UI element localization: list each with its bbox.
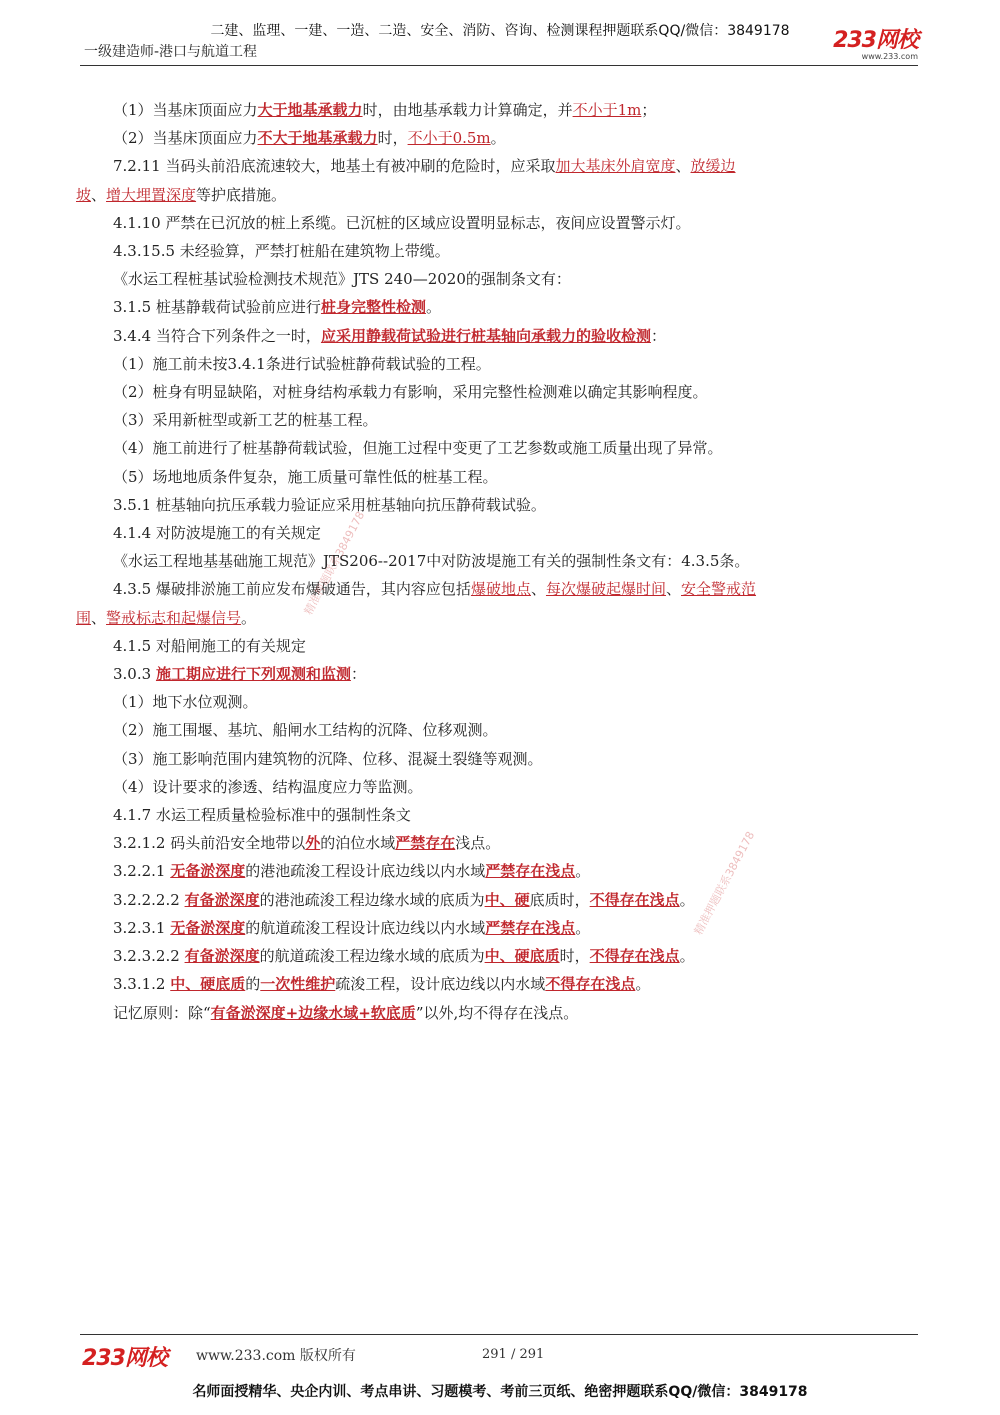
- text-segment: 3.3.1.2: [113, 975, 171, 994]
- text-segment: 的: [245, 975, 261, 994]
- text-segment: 等护底措施。: [196, 185, 287, 204]
- text-segment: 7.2.11 当码头前沿底流速较大，地基土有被冲刷的危险时，应采取: [113, 157, 556, 176]
- key-phrase: 不得存在浅点: [589, 890, 680, 909]
- text-segment: ；: [641, 101, 657, 119]
- text-segment: 。: [575, 918, 591, 937]
- text-line: [76, 519, 922, 547]
- header-logo[interactable]: [833, 30, 918, 61]
- text-line: [76, 181, 922, 209]
- text-segment: 3.5.1 桩基轴向抗压承载力验证应采用桩基轴向抗压静荷载试验。: [113, 495, 546, 514]
- text-segment: 3.1.5 桩基静载荷试验前应进行: [113, 298, 321, 317]
- logo-url: www.233.com: [861, 52, 918, 61]
- text-line: [76, 96, 922, 124]
- text-line: [76, 773, 922, 801]
- key-phrase: 中、硬底质: [170, 975, 246, 994]
- text-line: [76, 604, 922, 632]
- text-segment: （5）场地地质条件复杂，施工质量可靠性低的桩基工程。: [113, 467, 498, 486]
- text-segment: ：: [350, 665, 366, 684]
- text-line: [76, 942, 922, 970]
- text-line: [76, 124, 922, 152]
- key-phrase: 中、硬底质: [484, 947, 560, 966]
- text-line: [76, 829, 922, 857]
- text-line: [76, 293, 922, 321]
- key-phrase: 坡: [76, 185, 92, 204]
- text-line: [76, 547, 922, 575]
- text-segment: ：: [650, 326, 666, 345]
- text-segment: 3.0.3: [113, 665, 156, 684]
- footer-divider: [80, 1334, 918, 1335]
- text-segment: 。: [575, 862, 591, 881]
- key-phrase: 增大埋置深度: [106, 185, 197, 204]
- text-segment: 4.1.7 水运工程质量检验标准中的强制性条文: [113, 806, 411, 825]
- key-phrase: 放缓边: [690, 157, 736, 176]
- text-segment: 的港池疏浚工程设计底边线以内水域: [245, 862, 486, 881]
- text-segment: 3.2.2.1: [113, 862, 171, 881]
- text-segment: 《水运工程桩基试验检测技术规范》JTS 240—2020的强制条文有：: [113, 270, 571, 289]
- key-phrase: 不小于0.5m: [407, 129, 491, 148]
- text-line: [76, 350, 922, 378]
- course-title: 一级建造师-港口与航道工程: [84, 44, 258, 60]
- text-segment: 4.1.10 严禁在已沉放的桩上系缆。已沉桩的区域应设置明显标志，夜间应设置警示灯。: [113, 213, 691, 232]
- text-segment: 时，: [377, 129, 408, 148]
- text-segment: 底质时，: [529, 890, 590, 909]
- text-line: [76, 378, 922, 406]
- text-segment: 。: [425, 298, 441, 317]
- text-segment: 的航道疏浚工程设计底边线以内水域: [245, 918, 486, 937]
- text-segment: （2）施工围堰、基坑、船闸水工结构的沉降、位移观测。: [113, 721, 498, 740]
- key-phrase: 不小于1m: [572, 101, 642, 119]
- document-body: [76, 96, 922, 1027]
- key-phrase: 不得存在浅点: [545, 975, 636, 994]
- text-line: [76, 914, 922, 942]
- text-segment: 3.4.4 当符合下列条件之一时，: [113, 326, 321, 345]
- text-segment: 。: [635, 975, 651, 994]
- text-segment: 时，: [559, 947, 590, 966]
- text-line: [76, 209, 922, 237]
- text-line: [76, 857, 922, 885]
- key-phrase: 中、硬: [484, 890, 530, 909]
- text-line: [76, 237, 922, 265]
- key-phrase: 桩身完整性检测: [320, 298, 426, 317]
- text-segment: 、: [675, 157, 691, 176]
- key-phrase: 无备淤深度: [170, 862, 246, 881]
- text-segment: 3.2.3.2.2: [113, 947, 185, 966]
- logo-text: 233网校: [833, 28, 918, 53]
- text-segment: （3）施工影响范围内建筑物的沉降、位移、混凝土裂缝等观测。: [113, 749, 543, 768]
- text-segment: （2）桩身有明显缺陷，对桩身结构承载力有影响，采用完整性检测难以确定其影响程度。: [113, 383, 708, 402]
- text-line: [76, 716, 922, 744]
- key-phrase: 严禁存在浅点: [485, 862, 576, 881]
- text-segment: （3）采用新桩型或新工艺的桩基工程。: [113, 411, 378, 430]
- text-line: [76, 322, 922, 350]
- text-segment: 4.1.5 对船闸施工的有关规定: [113, 636, 306, 655]
- text-segment: （1）地下水位观测。: [113, 693, 258, 712]
- text-segment: 3.2.1.2 码头前沿安全地带以: [113, 834, 306, 853]
- key-phrase: 围: [76, 608, 92, 627]
- text-segment: 的港池疏浚工程边缘水域的底质为: [259, 890, 485, 909]
- key-phrase: 严禁存在浅点: [485, 918, 576, 937]
- text-segment: 、: [530, 580, 546, 599]
- text-line: [76, 970, 922, 998]
- watermark: 精准押题联系3849178: [301, 509, 368, 618]
- key-phrase: 有备淤深度+边缘水域+软底质: [210, 1003, 416, 1022]
- text-segment: 、: [91, 185, 107, 204]
- page-number: 291 / 291: [482, 1347, 545, 1362]
- text-segment: 记忆原则：除“: [113, 1003, 211, 1022]
- text-segment: （4）设计要求的渗透、结构温度应力等监测。: [113, 777, 423, 796]
- text-line: [76, 999, 922, 1027]
- text-segment: 3.2.2.2.2: [113, 890, 185, 909]
- text-line: [76, 745, 922, 773]
- text-line: [76, 886, 922, 914]
- text-line: [76, 152, 922, 180]
- text-line: [76, 688, 922, 716]
- text-segment: 、: [665, 580, 681, 599]
- text-line: [76, 463, 922, 491]
- text-segment: ”以外,均不得存在浅点。: [415, 1003, 579, 1022]
- text-segment: 时，由地基承载力计算确定，并: [362, 101, 573, 119]
- key-phrase: 有备淤深度: [184, 947, 260, 966]
- text-segment: 。: [241, 608, 257, 627]
- text-segment: 的泊位水域: [320, 834, 396, 853]
- watermark: 精准押题联系3849178: [691, 829, 758, 938]
- text-segment: 、: [91, 608, 107, 627]
- text-line: [76, 660, 922, 688]
- text-line: [76, 801, 922, 829]
- header-divider: [80, 65, 918, 66]
- key-phrase: 安全警戒范: [681, 580, 757, 599]
- text-segment: 的航道疏浚工程边缘水域的底质为: [259, 947, 485, 966]
- key-phrase: 应采用静载荷试验进行桩基轴向承载力的验收检测: [320, 326, 651, 345]
- text-line: [76, 434, 922, 462]
- key-phrase: 大于地基承载力: [257, 101, 363, 119]
- text-segment: 《水运工程地基基础施工规范》JTS206--2017中对防波堤施工有关的强制性条文有：4.3.5条。: [113, 552, 750, 571]
- key-phrase: 爆破地点: [470, 580, 531, 599]
- text-segment: 3.2.3.1: [113, 918, 171, 937]
- text-segment: 。: [679, 890, 695, 909]
- text-segment: 4.3.5 爆破排淤施工前应发布爆破通告，其内容应包括: [113, 580, 471, 599]
- text-segment: （1）施工前未按3.4.1条进行试验桩静荷载试验的工程。: [113, 354, 491, 373]
- key-phrase: 加大基床外肩宽度: [555, 157, 676, 176]
- text-segment: （2）当基床顶面应力: [113, 129, 258, 148]
- text-segment: 。: [490, 129, 506, 148]
- key-phrase: 不得存在浅点: [589, 947, 680, 966]
- key-phrase: 警戒标志和起爆信号: [106, 608, 242, 627]
- text-segment: 4.1.4 对防波堤施工的有关规定: [113, 524, 321, 543]
- top-banner: 二建、监理、一建、一造、二造、安全、消防、咨询、检测课程押题联系QQ/微信：3849178: [210, 23, 790, 39]
- text-line: [76, 632, 922, 660]
- text-line: [76, 406, 922, 434]
- footer-site: www.233.com 版权所有: [196, 1348, 356, 1364]
- key-phrase: 不大于地基承载力: [257, 129, 378, 148]
- footer-logo[interactable]: 233网校: [82, 1346, 167, 1371]
- text-line: [76, 491, 922, 519]
- text-segment: 4.3.15.5 未经验算，严禁打桩船在建筑物上带缆。: [113, 242, 450, 261]
- text-segment: 浅点。: [455, 834, 501, 853]
- text-segment: 。: [679, 947, 695, 966]
- key-phrase: 严禁存在: [395, 834, 456, 853]
- key-phrase: 每次爆破起爆时间: [545, 580, 666, 599]
- key-phrase: 无备淤深度: [170, 918, 246, 937]
- text-line: [76, 575, 922, 603]
- key-phrase: 有备淤深度: [184, 890, 260, 909]
- text-segment: （1）当基床顶面应力: [113, 101, 258, 119]
- key-phrase: 外: [305, 834, 321, 853]
- text-segment: 疏浚工程，设计底边线以内水域: [335, 975, 546, 994]
- footer-tagline: 名师面授精华、央企内训、考点串讲、习题模考、考前三页纸、绝密押题联系QQ/微信：3849178: [192, 1384, 808, 1400]
- text-line: [76, 265, 922, 293]
- text-segment: （4）施工前进行了桩基静荷载试验，但施工过程中变更了工艺参数或施工质量出现了异常。: [113, 439, 723, 458]
- key-phrase: 一次性维护: [260, 975, 336, 994]
- key-phrase: 施工期应进行下列观测和监测: [155, 665, 351, 684]
